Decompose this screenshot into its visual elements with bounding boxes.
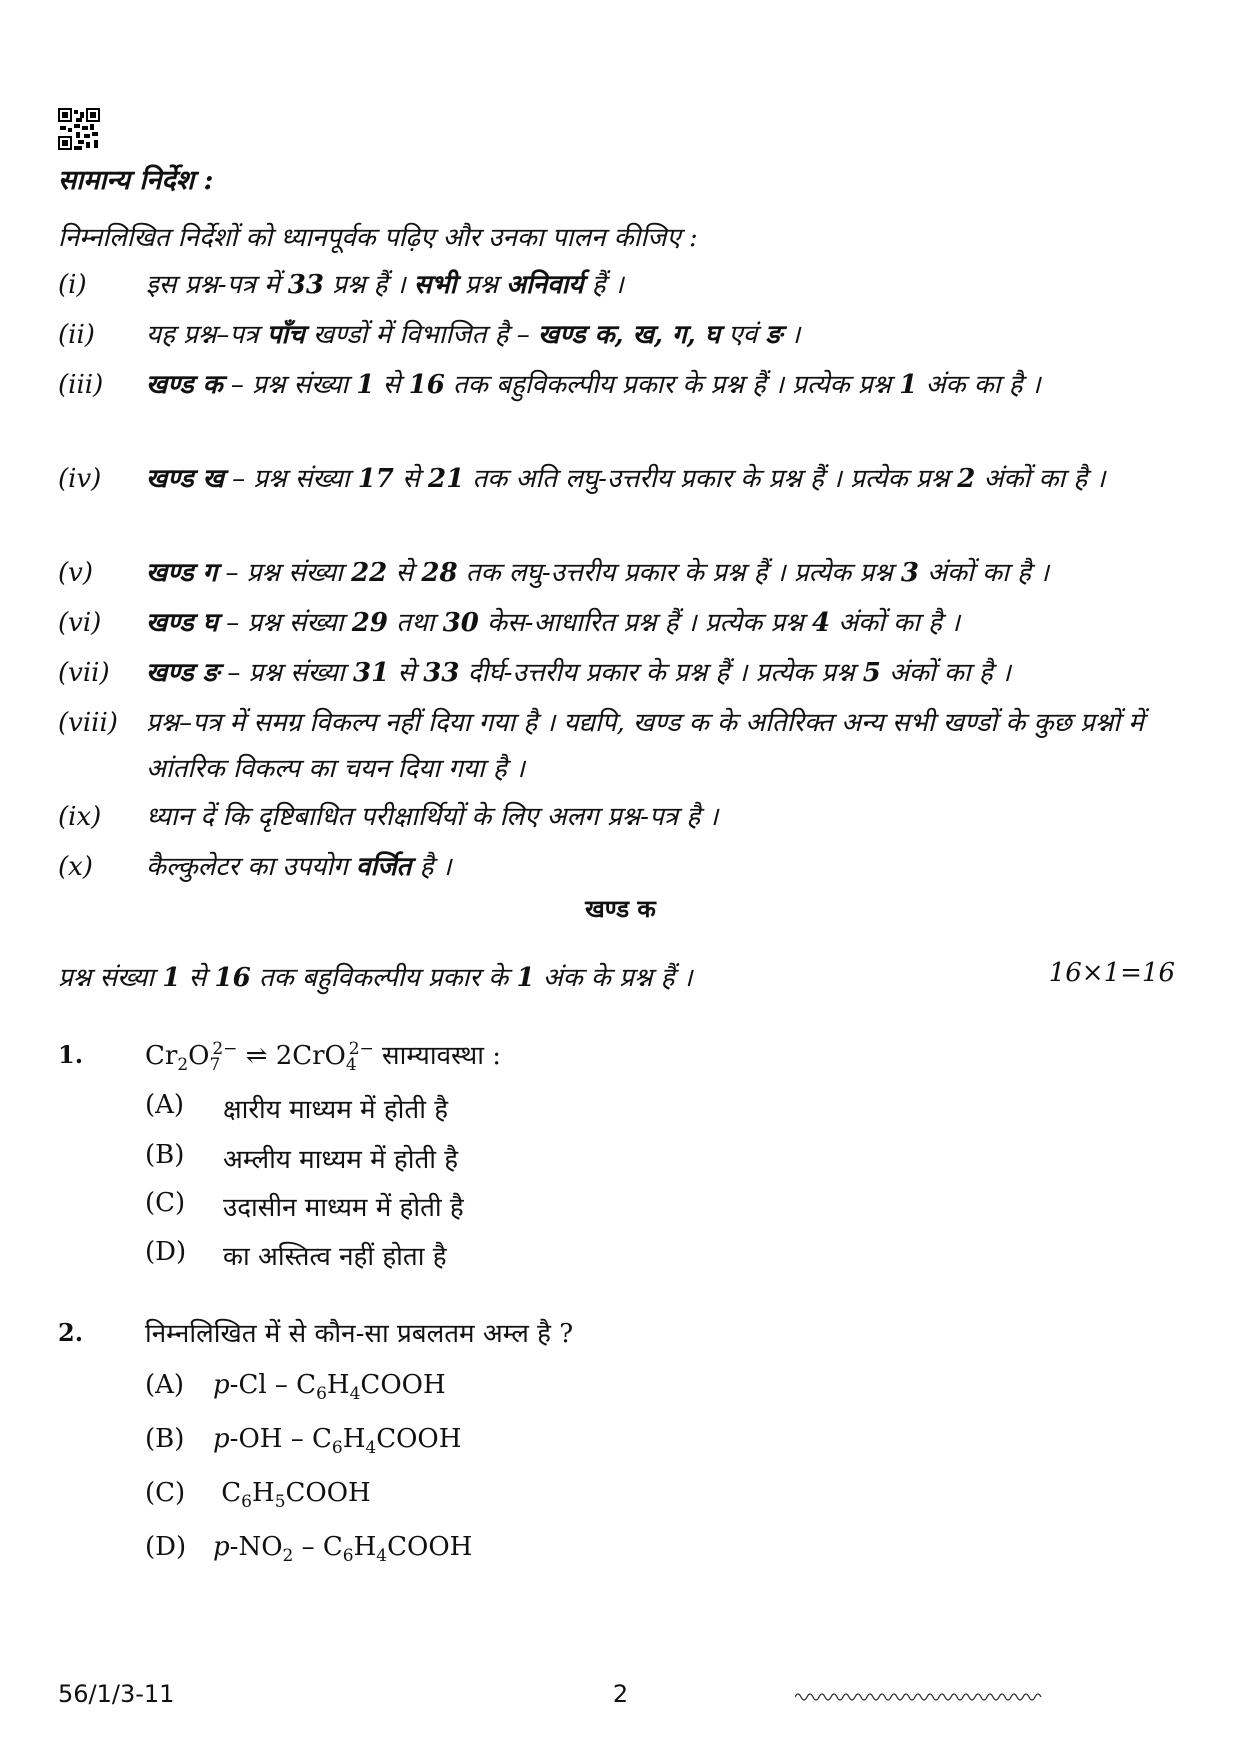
- question-label: साम्यावस्था :: [382, 1041, 502, 1071]
- instruction-item: [58, 312, 1183, 358]
- section-note: प्रश्न संख्या 1 से 16 तक बहुविकल्पीय प्रकार के 1 अंक के प्रश्न हैं ।: [58, 963, 693, 993]
- general-instructions-heading: सामान्य निर्देश :: [58, 165, 214, 196]
- instruction-text: कैल्कुलेटर का उपयोग वर्जित है ।: [146, 852, 452, 882]
- qr-code-icon: [58, 108, 100, 150]
- option-text: क्षारीय माध्यम में होती है: [223, 1095, 449, 1125]
- instruction-item: [58, 794, 1183, 840]
- instructions-intro: निम्नलिखित निर्देशों को ध्यानपूर्वक पढ़िए और उनका पालन कीजिए :: [58, 223, 698, 253]
- option-label: (D): [145, 1237, 187, 1267]
- option-text: उदासीन माध्यम में होती है: [223, 1193, 464, 1223]
- instruction-item: [58, 844, 1183, 890]
- instruction-number: (ii): [58, 320, 95, 350]
- page-number: 2: [612, 1680, 629, 1708]
- instruction-number: (v): [58, 558, 93, 588]
- section-marks: 16×1=16: [1048, 958, 1175, 988]
- wavy-line-icon: [795, 1690, 1045, 1704]
- instruction-text: यह प्रश्न–पत्र पाँच खण्डों में विभाजित है – खण्ड क, ख, ग, घ एवं ङ ।: [146, 320, 801, 350]
- instruction-item: [58, 600, 1183, 646]
- option-label: (C): [145, 1188, 186, 1218]
- option-text: का अस्तित्व नहीं होता है: [223, 1242, 447, 1272]
- option-label: (D): [145, 1532, 187, 1562]
- instruction-item: [58, 262, 1183, 308]
- instruction-text: इस प्रश्न-पत्र में 33 प्रश्न हैं । सभी प्रश्न अनिवार्य हैं ।: [146, 270, 624, 300]
- instruction-text: ध्यान दें कि दृष्टिबाधित परीक्षार्थियों के लिए अलग प्रश्न-पत्र है ।: [146, 802, 719, 832]
- paper-code: 56/1/3-11: [58, 1680, 175, 1708]
- instruction-item: [58, 456, 1183, 502]
- instruction-text: खण्ड क – प्रश्न संख्या 1 से 16 तक बहुविकल्पीय प्रकार के प्रश्न हैं । प्रत्येक प्रश्न 1 अंक का है ।: [146, 370, 1041, 400]
- section-title: खण्ड क: [585, 895, 656, 923]
- instruction-item: [58, 650, 1183, 696]
- option-text: $p-OH - C_6H_4COOH$: [213, 1424, 462, 1459]
- option-label: (B): [145, 1424, 185, 1454]
- option-text: $p-NO_2$ – $C_6H_4COOH$: [213, 1532, 473, 1567]
- option-label: (A): [145, 1090, 185, 1120]
- instruction-number: (x): [58, 852, 93, 882]
- option-label: (A): [145, 1370, 185, 1400]
- instruction-number: (i): [58, 270, 87, 300]
- instruction-text: प्रश्न–पत्र में समग्र विकल्प नहीं दिया गया है । यद्यपि, खण्ड क के अतिरिक्त अन्य सभी खण्डों के कुछ प्रश्नों में आंतरिक विकल्प का चयन दिया गया है ।: [146, 708, 1144, 784]
- instruction-text: खण्ड ग – प्रश्न संख्या 22 से 28 तक लघु-उत्तरीय प्रकार के प्रश्न हैं । प्रत्येक प्रश्न 3 अंकों का है ।: [146, 558, 1050, 588]
- chemical-equation: $Cr_2O_7^{2-}$ ⇌ 2CrO$_4^{2-}$: [145, 1039, 374, 1076]
- instruction-number: (viii): [58, 708, 118, 738]
- question-number: 2.: [58, 1318, 84, 1347]
- question-text: [145, 1036, 501, 1075]
- instruction-number: (iv): [58, 464, 102, 494]
- instruction-text: खण्ड ङ – प्रश्न संख्या 31 से 33 दीर्घ-उत्तरीय प्रकार के प्रश्न हैं । प्रत्येक प्रश्न 5 अंकों का है ।: [146, 658, 1011, 688]
- option-text: $C_6H_5COOH$: [213, 1478, 371, 1513]
- instruction-number: (vii): [58, 658, 110, 688]
- instruction-item: [58, 550, 1183, 596]
- instruction-number: (iii): [58, 370, 104, 400]
- question-number: 1.: [58, 1040, 84, 1069]
- option-text: $p-Cl - C_6H_4COOH$: [213, 1370, 446, 1405]
- option-label: (C): [145, 1478, 186, 1508]
- instruction-number: (ix): [58, 802, 102, 832]
- instruction-item: [58, 700, 1183, 792]
- option-label: (B): [145, 1140, 185, 1170]
- question-text: निम्नलिखित में से कौन-सा प्रबलतम अम्ल है ?: [145, 1319, 574, 1349]
- option-text: अम्लीय माध्यम में होती है: [223, 1145, 459, 1175]
- instruction-text: खण्ड ख – प्रश्न संख्या 17 से 21 तक अति लघु-उत्तरीय प्रकार के प्रश्न हैं । प्रत्येक प्रश्न 2 अंकों का है ।: [146, 464, 1106, 494]
- instruction-number: (vi): [58, 608, 102, 638]
- instruction-item: [58, 362, 1183, 408]
- instruction-text: खण्ड घ – प्रश्न संख्या 29 तथा 30 केस-आधारित प्रश्न हैं । प्रत्येक प्रश्न 4 अंकों का है ।: [146, 608, 961, 638]
